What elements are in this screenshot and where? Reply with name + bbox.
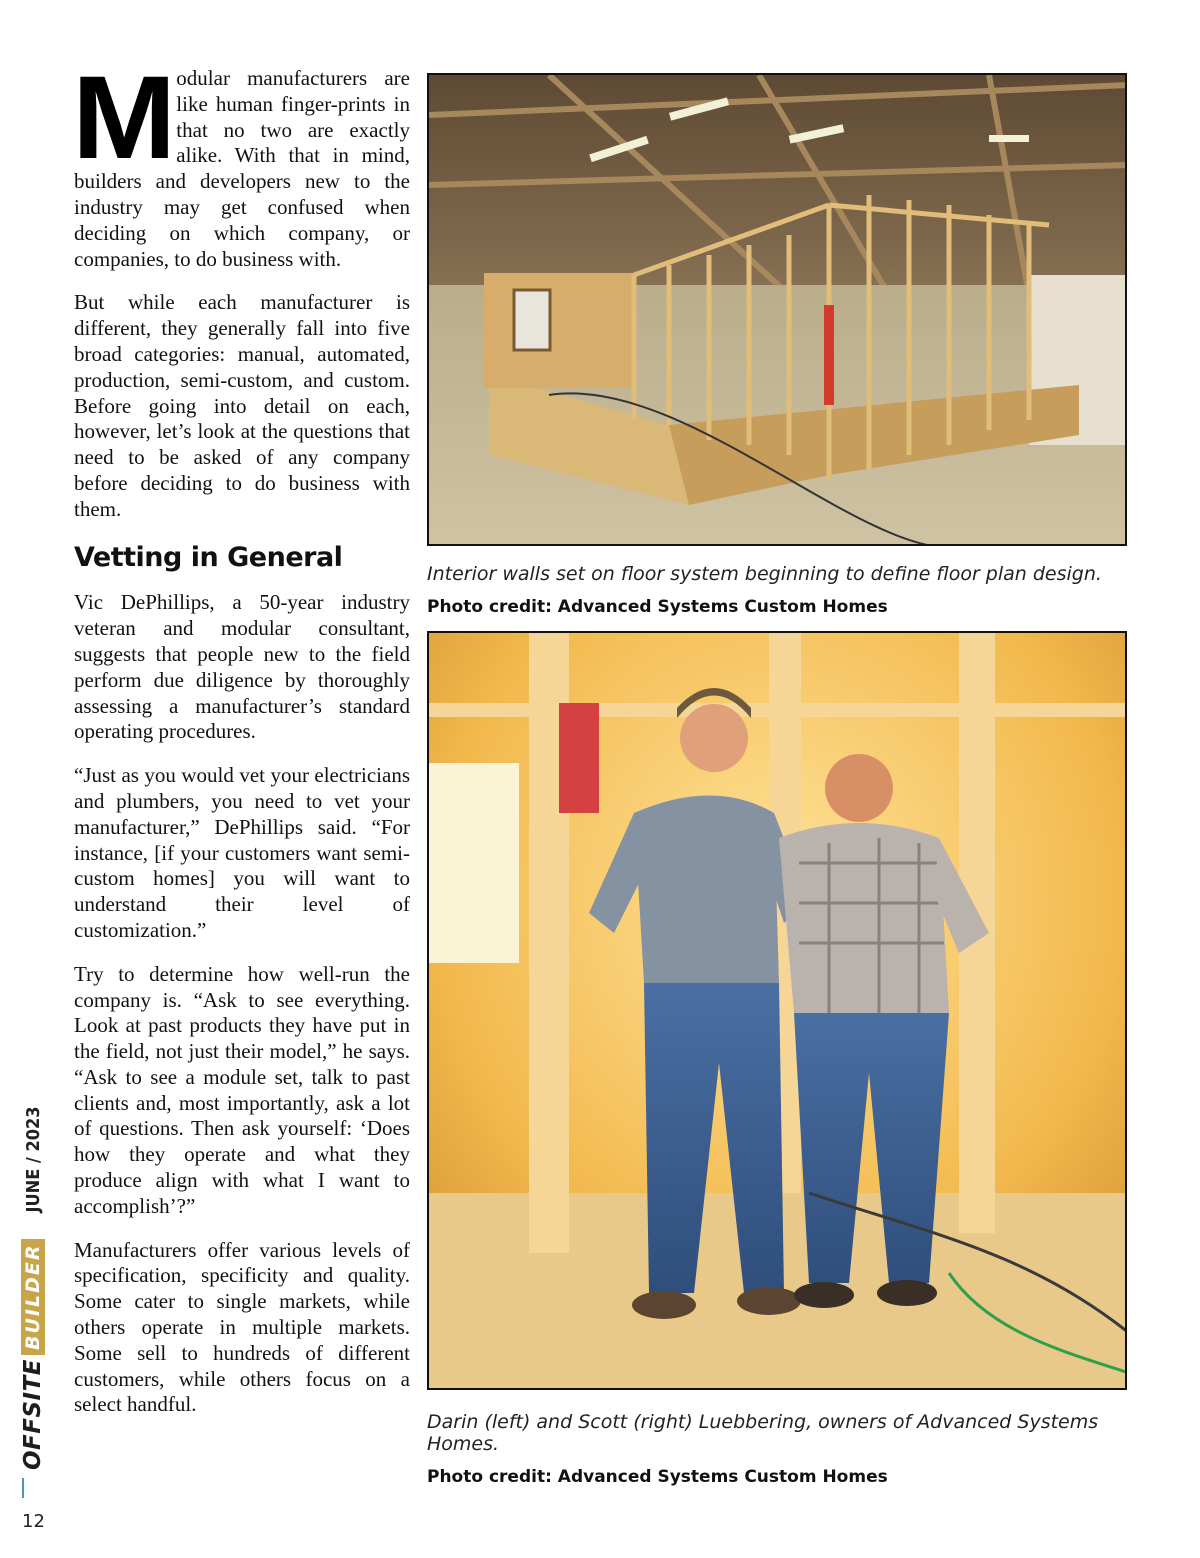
paragraph-intro-text: odular manufacturers are like human finger-prints in that no two are exactly alike. With that in mind, builders and developers new to the industry may get confused when deciding on which company, or companies, to do business with.	[74, 66, 410, 271]
paragraph-manufacturers: Manufacturers offer various levels of specification, specificity and quality. Some cater to single markets, while others operate in multiple markets. Some sell to hundreds of different customers, while others focus on a select handful.	[74, 1237, 410, 1417]
photo2-caption: Darin (left) and Scott (right) Luebbering, owners of Advanced Systems Homes.	[427, 1411, 1099, 1455]
photo2-credit: Photo credit: Advanced Systems Custom Homes	[427, 1467, 888, 1487]
paragraph-quote-vet: “Just as you would vet your electricians and plumbers, you need to vet your manufacturer,” DePhillips said. “For instance, [if your customers want semi-custom homes] you will want to understand their level of customization.”	[74, 763, 410, 942]
page-number: 12	[22, 1511, 45, 1532]
issue-date: JUNE / 2023	[22, 1106, 44, 1213]
photo1-credit: Photo credit: Advanced Systems Custom Homes	[427, 597, 888, 617]
brand-offsite: OFFSITE	[20, 1359, 46, 1470]
photo-owners	[427, 631, 1127, 1390]
photo-framing-warehouse	[427, 73, 1127, 546]
article-body	[72, 52, 410, 1436]
paragraph-intro	[72, 52, 410, 272]
paragraph-dephillips: Vic DePhillips, a 50-year industry veteran and modular consultant, suggests that people new to the field perform due diligence by thoroughly assessing a manufacturer’s standard operating procedures.	[74, 590, 410, 744]
paragraph-categories: But while each manufacturer is different, they generally fall into five broad categories: manual, automated, production, semi-custom, and custom. Before going into detail on each, however, let’s look at the questions that need to be asked of any company before deciding to do business with them.	[74, 290, 410, 521]
brand-builder: BUILDER	[21, 1239, 45, 1355]
magazine-spine	[13, 1106, 53, 1470]
drop-cap: M	[72, 52, 172, 184]
spine-accent-rule	[22, 1478, 24, 1498]
photo1-caption: Interior walls set on floor system beginning to define floor plan design.	[427, 563, 1102, 585]
paragraph-well-run: Try to determine how well-run the company is. “Ask to see everything. Look at past products they have put in the field, not just their model,” he says. “Ask to see a module set, talk to past clients and, most importantly, ask a lot of questions. Then ask yourself: ‘Does how they operate and what they produce align with what I want to accomplish’?”	[74, 961, 410, 1218]
section-heading: Vetting in General	[74, 541, 343, 573]
